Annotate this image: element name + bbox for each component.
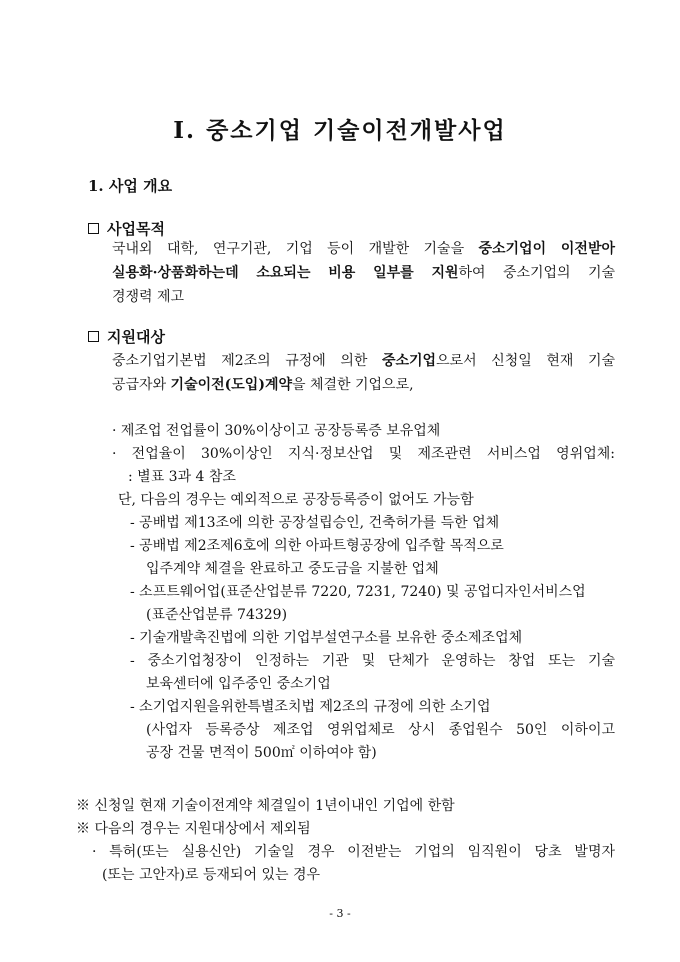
purpose-line-3: 경쟁력 제고 [112,289,185,305]
target-item: - 중소기업청장이 인정하는 기관 및 단체가 운영하는 창업 또는 기술 [130,653,615,669]
target-line-2 [112,374,414,396]
target-item: 단, 다음의 경우는 예외적으로 공장등록증이 없어도 가능함 [118,492,474,508]
purpose-header [88,218,165,239]
target-item: (표준산업분류 74329) [146,607,288,623]
target-item: - 소프트웨어업(표준산업분류 7220, 7231, 7240) 및 공업디자인서비스업 [130,584,586,600]
target-item: 보육센터에 입주중인 중소기업 [146,676,331,692]
target-text: 으로서 신청일 현재 기술 [436,353,615,369]
target-text: 중소기업기본법 제2조의 규정에 의한 [112,353,382,369]
target-item: 입주계약 체결을 완료하고 중도금을 지불한 업체 [146,561,439,577]
target-item: : 별표 3과 4 참조 [128,469,236,485]
note-item: ※ 신청일 현재 기술이전계약 체결일이 1년이내인 기업에 한함 [76,798,455,814]
target-item: - 공배법 제13조에 의한 공장설립승인, 건축허가를 득한 업체 [130,515,500,531]
page-number: - 3 - [329,907,351,920]
target-text: 공급자와 [112,377,171,393]
purpose-text: 하여 중소기업의 기술 [458,265,615,281]
target-item: - 소기업지원을위한특별조치법 제2조의 규정에 의한 소기업 [130,699,491,715]
section-heading: 1. 사업 개요 [88,177,173,195]
target-item: (사업자 등록증상 제조업 영위업체로 상시 종업원수 50인 이하이고 [146,722,615,738]
target-text: 을 체결한 기업으로, [292,377,414,393]
purpose-text: 국내외 대학, 연구기관, 기업 등이 개발한 기술을 [112,241,479,257]
purpose-emphasis: 실용화·상품화하는데 소요되는 비용 일부를 지원 [112,265,459,281]
note-item: ※ 다음의 경우는 지원대상에서 제외됨 [76,821,311,837]
target-item: · 전업율이 30%이상인 지식·정보산업 및 제조관련 서비스업 영위업체: [112,446,615,462]
target-emphasis: 기술이전(도입)계약 [170,377,292,393]
page-title: Ⅰ. 중소기업 기술이전개발사업 [173,117,507,144]
purpose-line-2 [112,262,615,284]
checkbox-square-icon [88,223,99,234]
target-header-label: 지원대상 [107,328,165,346]
target-emphasis: 중소기업 [381,353,437,369]
target-item: · 제조업 전업률이 30%이상이고 공장등록증 보유업체 [112,423,441,439]
target-item: - 공배법 제2조제6호에 의한 아파트형공장에 입주할 목적으로 [130,538,504,554]
purpose-emphasis: 중소기업이 이전받아 [478,241,615,257]
note-item: · 특허(또는 실용신안) 기술일 경우 이전받는 기업의 임직원이 당초 발명자 [92,844,615,860]
purpose-line-1 [112,238,615,260]
target-item: - 기술개발촉진법에 의한 기업부설연구소를 보유한 중소제조업체 [130,630,523,646]
target-header [88,326,165,347]
note-item: (또는 고안자)로 등재되어 있는 경우 [102,867,321,883]
checkbox-square-icon [88,331,99,342]
target-line-1 [112,350,615,372]
purpose-header-label: 사업목적 [107,220,165,238]
target-item: 공장 건물 면적이 500㎡ 이하여야 함) [146,745,377,761]
